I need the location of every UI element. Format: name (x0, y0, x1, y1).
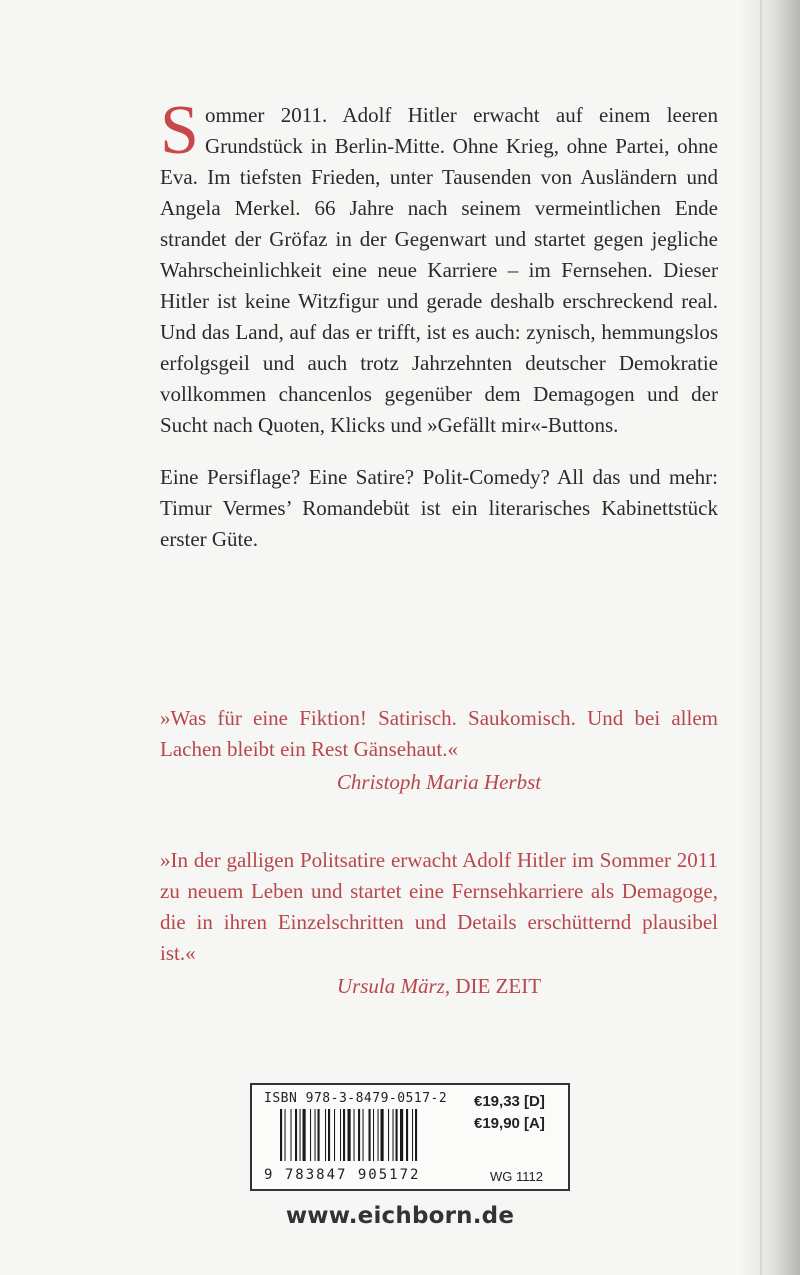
quote-attribution (160, 767, 718, 798)
review-quote-2 (160, 845, 718, 1002)
quote-text: »In der galligen Politsatire erwacht Adolf Hitler im Sommer 2011 zu neuem Leben und startet eine Fernsehkarriere als Demagoge, die in ihren Einzelschritten und Details erschütternd plausibel ist.« (160, 848, 718, 965)
quote-author: Ursula März, (336, 974, 451, 998)
publisher-website: www.eichborn.de (285, 1203, 515, 1229)
quote-text: »Was für eine Fiktion! Satirisch. Saukomisch. Und bei allem Lachen bleibt ein Rest Gänsehaut.« (160, 706, 718, 761)
product-group-code: WG 1112 (490, 1169, 543, 1184)
book-blurb (160, 92, 718, 555)
blurb-paragraph-2: Eine Persiflage? Eine Satire? Polit-Comedy? All das und mehr: Timur Vermes’ Romandebüt ist ein literarisches Kabinettstück erster Güte. (160, 465, 718, 551)
quote-attribution (160, 971, 718, 1002)
price-germany: €19,33 [D] (474, 1093, 545, 1110)
quote-source: DIE ZEIT (450, 974, 542, 998)
barcode-label (250, 1083, 570, 1191)
quote-author: Christoph Maria Herbst (336, 770, 542, 794)
blurb-paragraph-1-text: ommer 2011. Adolf Hitler erwacht auf einem leeren Grundstück in Berlin-Mitte. Ohne Krieg, ohne Partei, ohne Eva. Im tiefsten Frieden, unter Tausenden von Ausländern und Angela Merkel. 66 Jahre nach seinem vermeintlichen Ende strandet der Gröfaz in der Gegenwart und startet gegen jegliche Wahrscheinlichkeit eine neue Karriere – im Fernsehen. Dieser Hitler ist keine Witzfigur und gerade deshalb erschreckend real. Und das Land, auf das er trifft, ist es auch: zynisch, hemmungslos erfolgsgeil und auch trotz Jahrzehnten deutscher Demokratie vollkommen chancenlos gegenüber dem Demagogen und der Sucht nach Quoten, Klicks und »Gefällt mir«-Buttons. (160, 103, 718, 437)
barcode-digits: 9 783847 905172 (264, 1167, 421, 1183)
spine-shadow (740, 0, 800, 1275)
blurb-paragraph-1 (160, 92, 718, 441)
barcode-icon (280, 1109, 454, 1161)
isbn-number: ISBN 978-3-8479-0517-2 (264, 1091, 448, 1106)
price-austria: €19,90 [A] (474, 1115, 545, 1132)
review-quote-1 (160, 703, 718, 798)
drop-cap: S (160, 92, 199, 169)
